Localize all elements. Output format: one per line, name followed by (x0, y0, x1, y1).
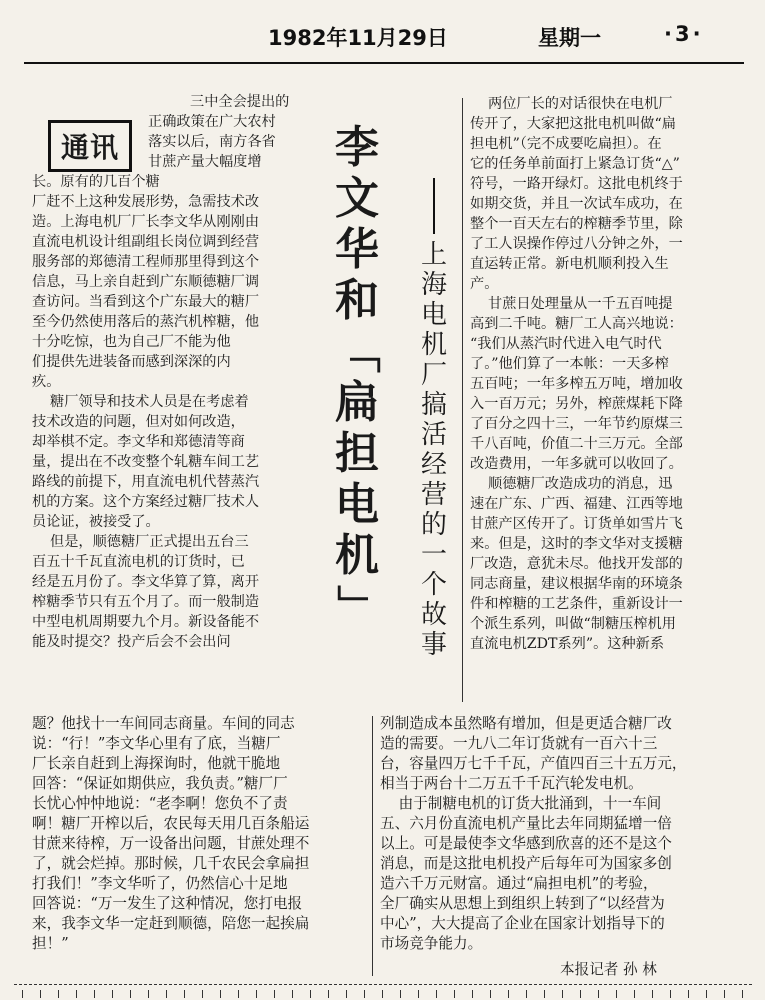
headline-char: 文 (335, 173, 379, 224)
left-bottom-text: 题？他找十一车间同志商量。车间的同志 说：“行！”李文华心里有了底，当糖厂 厂长亲自赶到上海探询时，他就干脆地 回答：“保证如期供应，我负责。”糖厂厂 长忧心忡忡地说：“老李啊！您负不了责 啊！糖厂开榨以后，农民每天用几百条船运 甘蔗来待榨，万一设备出问题，甘蔗处理不 了，就会烂掉。那时候，几千农民会拿扁担 打我们！”李文华听了，仍然信心十足地 回答说：“万一发生了这种情况，您打电报 来，我李文华一定赶到顺德，陪您一起挨扁 担！” (32, 715, 310, 952)
rule-tick (310, 990, 311, 998)
rule-tick (22, 990, 23, 998)
subheadline-char: 上 (420, 240, 447, 270)
right-para-1: 两位厂长的对话很快在电机厂 传开了，大家把这批电机叫做“扁 担电机”（完不成要吃扁担）。在 它的任务单前面打上紧急订货“△” 符号，一路开绿灯。这批电机终于 如期交货，并且一次试车成功，在 整个一百天左右的榨糖季节里，除 了工人误操作停过八分钟之外，一 直运转正常。新电机顺利投入生 产。 (470, 96, 683, 292)
rule-tick (526, 990, 527, 998)
rule-tick (274, 990, 275, 998)
intro-line: 正确政策在广大农村 (148, 114, 276, 130)
rule-tick (472, 990, 473, 998)
right-column (470, 94, 732, 654)
headline (320, 122, 394, 632)
headline-char: 「 (331, 329, 383, 374)
rule-tick (454, 990, 455, 998)
headline-char: 李 (335, 122, 379, 173)
rule-tick (724, 990, 725, 998)
left-para-2: 糖厂领导和技术人员是在考虑着 技术改造的问题，但对如何改造， 却举棋不定。李文华和郑德清等商 量，提出在不改变整个轧糖车间工艺 路线的前提下，用直流电机代替蒸汽 机的方案。这个方案经过糖厂技术人 员论证，被接受了。 (32, 394, 260, 530)
subheadline-char: 个 (420, 570, 447, 600)
rule-tick (256, 990, 257, 998)
subheadline (416, 240, 452, 660)
intro-line: 落实以后，南方各省 (148, 134, 276, 150)
rule-tick (616, 990, 617, 998)
rule-tick (220, 990, 221, 998)
right-para-3: 顺德糖厂改造成功的消息，迅 速在广东、广西、福建、江西等地 甘蔗产区传开了。订货单如雪片飞 来。但是，这时的李文华对支援糖 厂改造，意犹未尽。他找开发部的 同志商量，建议根据华南的环境条 件和榨糖的工艺条件，重新设计一 个派生系列，叫做“制糖压榨机用 直流电机ZDT系列”。这种新系 (470, 476, 683, 652)
headline-char: 华 (335, 224, 379, 275)
bottom-column-rule (372, 716, 373, 976)
subheadline-char: 电 (420, 300, 447, 330)
rule-tick (292, 990, 293, 998)
rule-tick (742, 990, 743, 998)
subtitle-dash (433, 178, 435, 234)
headline-char: 机 (335, 530, 379, 581)
rule-tick (202, 990, 203, 998)
rule-tick (130, 990, 131, 998)
headline-char: 扁 (335, 377, 379, 428)
subheadline-char: 海 (420, 270, 447, 300)
subheadline-char: 活 (420, 420, 447, 450)
rule-tick (562, 990, 563, 998)
rule-tick (382, 990, 383, 998)
weekday-label: 星期一 (538, 26, 601, 50)
rule-tick (364, 990, 365, 998)
left-column-text (32, 172, 312, 652)
column-rule (462, 98, 463, 702)
rule-tick (94, 990, 95, 998)
section-badge: 通讯 (48, 120, 132, 172)
header-rule (24, 62, 744, 64)
rule-tick (598, 990, 599, 998)
rule-tick (40, 990, 41, 998)
rule-tick (706, 990, 707, 998)
rule-tick (436, 990, 437, 998)
left-intro-lines (148, 92, 310, 172)
page-number: ·3· (664, 22, 704, 46)
subheadline-char: 事 (420, 630, 447, 660)
rule-tick (688, 990, 689, 998)
subheadline-char: 机 (420, 330, 447, 360)
right-bottom (380, 714, 732, 954)
subheadline-char: 经 (420, 450, 447, 480)
byline: 本报记者 孙 林 (560, 961, 657, 978)
headline-char: 担 (335, 428, 379, 479)
rule-tick (634, 990, 635, 998)
intro-line: 三中全会提出的 (190, 94, 290, 110)
rule-tick (112, 990, 113, 998)
rule-tick (148, 990, 149, 998)
rule-tick (184, 990, 185, 998)
subheadline-char: 一 (420, 540, 447, 570)
rule-tick (346, 990, 347, 998)
headline-char: 和 (335, 275, 379, 326)
rule-tick (670, 990, 671, 998)
headline-char: 电 (335, 479, 379, 530)
right-bottom-text: 列制造成本虽然略有增加，但是更适合糖厂改 造的需要。一九八二年订货就有一百六十三 台，容量四万七千千瓦，产值四百三十五万元， 相当于两台十二万五千千瓦汽轮发电机。 由于制糖电机的订货大批涌到，十一车间 五、六月份直流电机产量比去年同期猛增一倍 以上。可是最使李文华感到欣喜的还不是这个 消息，而是这批电机投产后每年可为国家多创 造六千万元财富。通过“扁担电机”的考验， 全厂确实从思想上到组织上转到了“以经营为 中心”，大大提高了企业在国家计划指导下的 市场竞争能力。 (380, 715, 687, 952)
rule-tick (166, 990, 167, 998)
subheadline-char: 故 (420, 600, 447, 630)
headline-char: 」 (331, 584, 383, 629)
rule-tick (490, 990, 491, 998)
rule-tick (508, 990, 509, 998)
rule-tick (238, 990, 239, 998)
subheadline-char: 营 (420, 480, 447, 510)
intro-line: 甘蔗产量大幅度增 (148, 154, 262, 170)
rule-tick (400, 990, 401, 998)
rule-tick (544, 990, 545, 998)
rule-tick (652, 990, 653, 998)
rule-tick (580, 990, 581, 998)
rule-tick (58, 990, 59, 998)
subheadline-char: 搞 (420, 390, 447, 420)
date-line: 1982年11月29日 (268, 26, 448, 50)
right-para-2: 甘蔗日处理量从一千五百吨提 高到二千吨。糖厂工人高兴地说： “我们从蒸汽时代进入电气时代 了。”他们算了一本帐：一天多榨 五百吨；一年多榨五万吨，增加收 入一百万元；另外，榨蔗煤耗下降 了百分之四十三，一年节约原煤三 千八百吨，价值二十三万元。全部 改造费用，一年多就可以收回了。 (470, 296, 683, 472)
subheadline-char: 厂 (420, 360, 447, 390)
rule-tick (328, 990, 329, 998)
rule-tick (76, 990, 77, 998)
bottom-rule (14, 984, 752, 986)
subheadline-char: 的 (420, 510, 447, 540)
rule-tick (418, 990, 419, 998)
left-para-1: 长。原有的几百个糖 厂赶不上这种发展形势，急需技术改 造。上海电机厂厂长李文华从刚刚由 直流电机设计组副组长岗位调到经营 服务部的郑德清工程师那里得到这个 信息，马上亲自赶到广东顺德糖厂调 查访问。当看到这个广东最大的糖厂 至今仍然使用落后的蒸汽机榨糖，他 十分吃惊，也为自己厂不能为他 们提供先进装备而感到深深的内 疚。 (32, 174, 260, 390)
left-para-3: 但是，顺德糖厂正式提出五台三 百五十千瓦直流电机的订货时，已 经是五月份了。李文华算了算，离开 榨糖季节只有五个月了。而一般制造 中型电机周期要九个月。新设备能不 能及时提交？投产后会不会出问 (32, 534, 260, 650)
left-bottom (32, 714, 364, 954)
